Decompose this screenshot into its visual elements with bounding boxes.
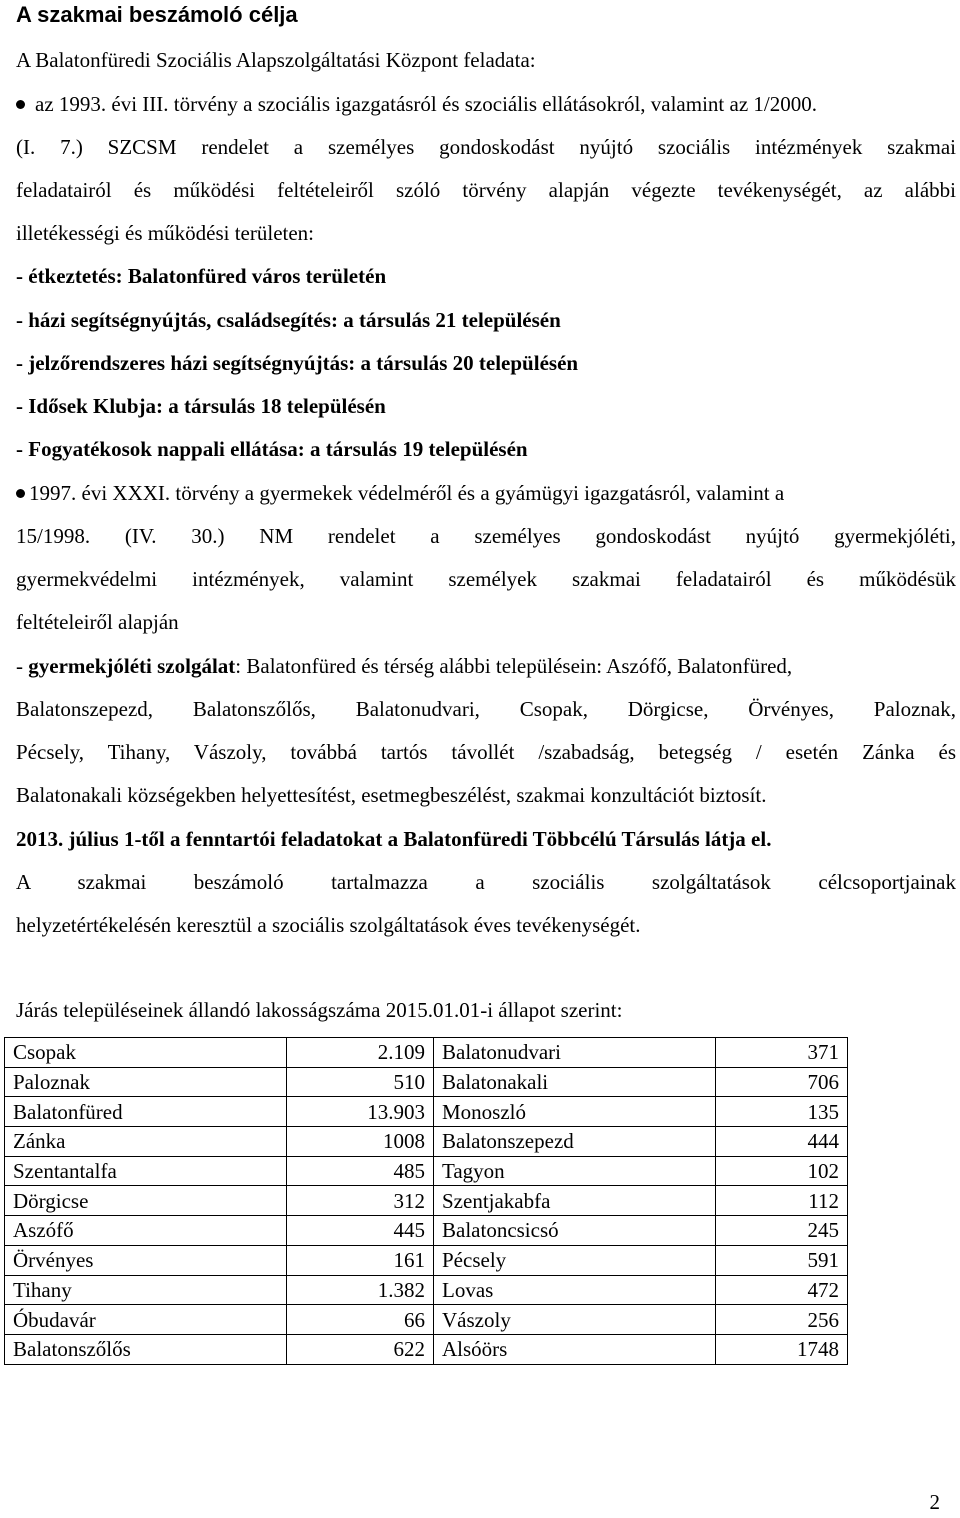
bullet2-line2: 15/1998. (IV. 30.) NM rendelet a személyes gondoskodást nyújtó gyermekjóléti, bbox=[16, 524, 956, 548]
table-row bbox=[5, 1127, 848, 1157]
settlement-name-cell: Dörgicse bbox=[5, 1186, 287, 1216]
note-2013: 2013. július 1-től a fenntartói feladatokat a Balatonfüredi Többcélú Társulás látja el. bbox=[16, 827, 772, 851]
settlement-name-cell: Tagyon bbox=[434, 1156, 716, 1186]
bullet2-line4: feltételeiről alapján bbox=[16, 610, 179, 634]
settlement-name-cell: Lovas bbox=[434, 1275, 716, 1305]
settlement-name-cell: Balatonfüred bbox=[5, 1097, 287, 1127]
population-cell: 2.109 bbox=[287, 1038, 434, 1068]
population-cell: 161 bbox=[287, 1245, 434, 1275]
settlement-name-cell: Szentantalfa bbox=[5, 1156, 287, 1186]
table-row bbox=[5, 1216, 848, 1246]
page-heading: A szakmai beszámoló célja bbox=[16, 2, 298, 27]
settlement-name-cell: Balatonszőlős bbox=[5, 1334, 287, 1364]
population-cell: 485 bbox=[287, 1156, 434, 1186]
settlement-name-cell: Paloznak bbox=[5, 1067, 287, 1097]
service-item: - étkeztetés: Balatonfüred város területén bbox=[16, 264, 387, 288]
child-service-line1 bbox=[16, 653, 792, 679]
bullet-icon bbox=[16, 489, 25, 498]
population-cell: 13.903 bbox=[287, 1097, 434, 1127]
settlement-name-cell: Pécsely bbox=[434, 1245, 716, 1275]
summary-line1: A szakmai beszámoló tartalmazza a szociális szolgáltatások célcsoportjainak bbox=[16, 870, 956, 894]
population-cell: 591 bbox=[716, 1245, 848, 1275]
service-item: - Idősek Klubja: a társulás 18 településén bbox=[16, 394, 386, 418]
bullet1-line4: illetékességi és működési területen: bbox=[16, 221, 314, 245]
page-number: 2 bbox=[929, 1490, 940, 1514]
child-service-line2: Balatonszepezd, Balatonszőlős, Balatonudvari, Csopak, Dörgicse, Örvényes, Paloznak, bbox=[16, 697, 956, 721]
settlement-name-cell: Tihany bbox=[5, 1275, 287, 1305]
settlement-name-cell: Monoszló bbox=[434, 1097, 716, 1127]
bullet-icon bbox=[16, 100, 25, 109]
settlement-name-cell: Balatonudvari bbox=[434, 1038, 716, 1068]
table-row bbox=[5, 1275, 848, 1305]
population-cell: 472 bbox=[716, 1275, 848, 1305]
table-title: Járás településeinek állandó lakosságszáma 2015.01.01-i állapot szerint: bbox=[16, 998, 623, 1022]
population-cell: 112 bbox=[716, 1186, 848, 1216]
table-row bbox=[5, 1067, 848, 1097]
settlement-name-cell: Szentjakabfa bbox=[434, 1186, 716, 1216]
population-cell: 66 bbox=[287, 1305, 434, 1335]
table-row bbox=[5, 1334, 848, 1364]
settlement-name-cell: Balatoncsicsó bbox=[434, 1216, 716, 1246]
child-service-line4: Balatonakali községekben helyettesítést, esetmegbeszélést, szakmai konzultációt biztosít. bbox=[16, 783, 767, 807]
bullet1-line2: (I. 7.) SZCSM rendelet a személyes gondoskodást nyújtó szociális intézmények szakmai bbox=[16, 135, 956, 159]
population-table bbox=[4, 1037, 848, 1365]
settlement-name-cell: Alsóörs bbox=[434, 1334, 716, 1364]
population-cell: 245 bbox=[716, 1216, 848, 1246]
intro-text: A Balatonfüredi Szociális Alapszolgáltatási Központ feladata: bbox=[16, 48, 536, 72]
population-cell: 135 bbox=[716, 1097, 848, 1127]
child-service-text: : Balatonfüred és térség alábbi településein: Aszófő, Balatonfüred, bbox=[235, 654, 793, 678]
table-row bbox=[5, 1305, 848, 1335]
settlement-name-cell: Óbudavár bbox=[5, 1305, 287, 1335]
settlement-name-cell: Aszófő bbox=[5, 1216, 287, 1246]
settlement-name-cell: Csopak bbox=[5, 1038, 287, 1068]
population-cell: 1748 bbox=[716, 1334, 848, 1364]
table-row bbox=[5, 1097, 848, 1127]
population-cell: 445 bbox=[287, 1216, 434, 1246]
service-item: - házi segítségnyújtás, családsegítés: a társulás 21 településén bbox=[16, 308, 561, 332]
bullet1-line1 bbox=[16, 91, 817, 117]
service-item: - Fogyatékosok nappali ellátása: a társulás 19 településén bbox=[16, 437, 528, 461]
bullet2-line1 bbox=[16, 480, 784, 506]
population-cell: 1.382 bbox=[287, 1275, 434, 1305]
table-row bbox=[5, 1245, 848, 1275]
table-row bbox=[5, 1038, 848, 1068]
settlement-name-cell: Balatonakali bbox=[434, 1067, 716, 1097]
population-cell: 312 bbox=[287, 1186, 434, 1216]
settlement-name-cell: Balatonszepezd bbox=[434, 1127, 716, 1157]
population-cell: 1008 bbox=[287, 1127, 434, 1157]
service-item: - jelzőrendszeres házi segítségnyújtás: a társulás 20 településén bbox=[16, 351, 579, 375]
population-cell: 706 bbox=[716, 1067, 848, 1097]
bullet2-line3: gyermekvédelmi intézmények, valamint személyek szakmai feladatairól és működésük bbox=[16, 567, 956, 591]
child-service-line3: Pécsely, Tihany, Vászoly, továbbá tartós távollét /szabadság, betegség / esetén Zánka és bbox=[16, 740, 956, 764]
population-cell: 444 bbox=[716, 1127, 848, 1157]
summary-line2: helyzetértékelésén keresztül a szociális szolgáltatások éves tevékenységét. bbox=[16, 913, 641, 937]
population-cell: 256 bbox=[716, 1305, 848, 1335]
table-row bbox=[5, 1186, 848, 1216]
population-cell: 510 bbox=[287, 1067, 434, 1097]
table-row bbox=[5, 1156, 848, 1186]
population-cell: 102 bbox=[716, 1156, 848, 1186]
settlement-name-cell: Örvényes bbox=[5, 1245, 287, 1275]
bullet1-line3: feladatairól és működési feltételeiről szóló törvény alapján végezte tevékenységét, az alábbi bbox=[16, 178, 956, 202]
child-service-prefix: - bbox=[16, 654, 29, 678]
settlement-name-cell: Zánka bbox=[5, 1127, 287, 1157]
population-cell: 622 bbox=[287, 1334, 434, 1364]
bullet1-text-1: az 1993. évi III. törvény a szociális igazgatásról és szociális ellátásokról, valamint az 1/2000. bbox=[35, 92, 817, 116]
bullet2-text-1: 1997. évi XXXI. törvény a gyermekek védelméről és a gyámügyi igazgatásról, valamint a bbox=[29, 481, 785, 505]
child-service-title: gyermekjóléti szolgálat bbox=[28, 654, 236, 678]
settlement-name-cell: Vászoly bbox=[434, 1305, 716, 1335]
population-cell: 371 bbox=[716, 1038, 848, 1068]
